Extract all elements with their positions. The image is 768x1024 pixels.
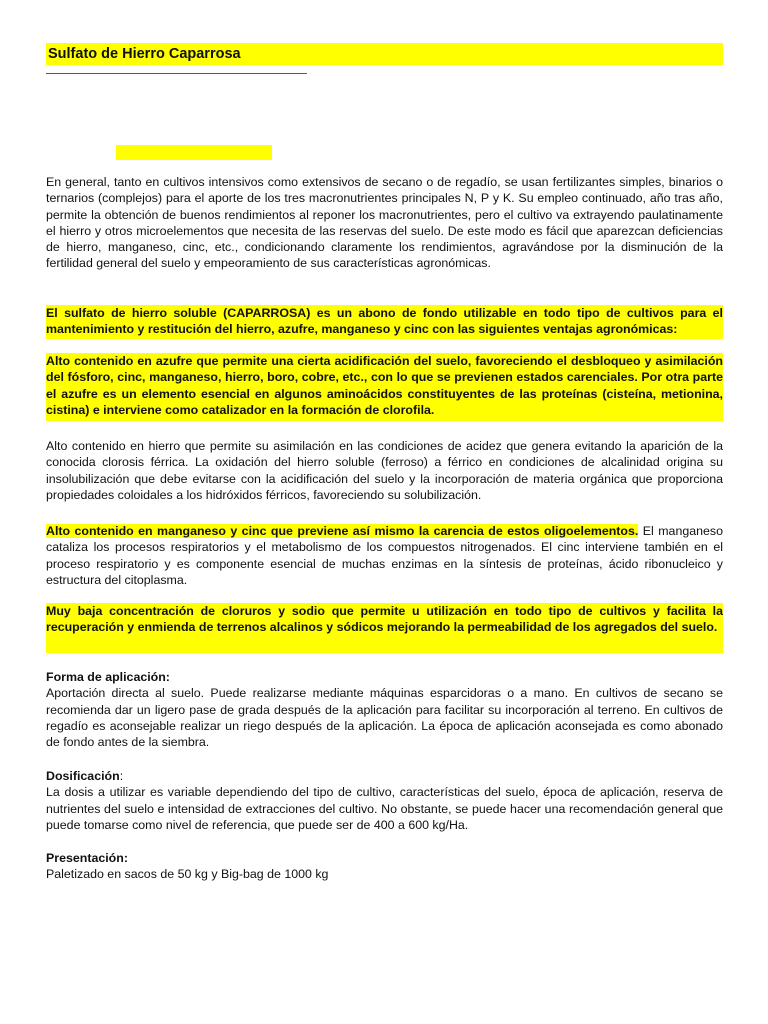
paragraph-cloruros: Muy baja concentración de cloruros y sodio que permite u utilización en todo tipo de cultivos y facilita la recuperación y enmienda de terrenos alcalinos y sódicos mejorando la permeabilidad de los agregados del suelo. xyxy=(46,603,723,653)
section-aplicacion xyxy=(46,669,723,750)
dosificacion-heading: Dosificación xyxy=(46,769,120,783)
dosificacion-heading-colon: : xyxy=(119,769,124,783)
presentacion-heading: Presentación: xyxy=(46,851,128,865)
title-underline xyxy=(46,73,307,74)
aplicacion-body: Aportación directa al suelo. Puede realizarse mediante máquinas esparcidoras o a mano. En cultivos de secano se recomienda dar un ligero pase de grada después de la aplicación para facilitar su incorporación al terreno. En cultivos de regadío es aconsejable realizar un riego después de la aplicación. La época de aplicación aconsejada es como abonado de fondo antes de la siembra. xyxy=(46,686,723,750)
paragraph-hierro: Alto contenido en hierro que permite su asimilación en las condiciones de acidez que genera evitando la aparición de la conocida clorosis férrica. La oxidación del hierro soluble (ferroso) a férrico en condiciones de alcalinidad origina su insolubilización que debe evitarse con la acidificación del suelo y la incorporación de materia orgánica que proporciona propiedades coloidales a los hidróxidos férricos, favoreciendo su solubilización. xyxy=(46,439,723,502)
manganeso-rest: El manganeso cataliza los procesos respiratorios y el metabolismo de los compuestos nitrogenados. El cinc interviene también en el proceso respiratorio y es componente esencial de muchas enzimas en la síntesis de proteínas, ácido ribonucleico y estructura del citoplasma. xyxy=(46,524,723,587)
paragraph-azufre: Alto contenido en azufre que permite una cierta acidificación del suelo, favoreciendo el desbloqueo y asimilación del fósforo, cinc, manganeso, hierro, boro, cobre, etc., con lo que se previenen estados carenciales. Por otra parte el azufre es un elemento esencial en algunos aminoácidos constituyentes de las proteínas (cisteína, metionina, cistina) e interviene como catalizador en la formación de clorofila. xyxy=(46,353,723,421)
paragraph-manganeso xyxy=(46,523,723,588)
manganeso-highlight: Alto contenido en manganeso y cinc que previene así mismo la carencia de estos oligoelementos. xyxy=(46,524,639,538)
presentacion-body: Paletizado en sacos de 50 kg y Big-bag de 1000 kg xyxy=(46,867,329,882)
aplicacion-heading: Forma de aplicación: xyxy=(46,670,170,684)
page-title: Sulfato de Hierro Caparrosa xyxy=(48,46,241,62)
paragraph-intro: En general, tanto en cultivos intensivos como extensivos de secano o de regadío, se usan fertilizantes simples, binarios o ternarios (complejos) para el aporte de los tres macronutrientes principales N, P y K. Su empleo continuado, año tras año, permite la obtención de buenos rendimientos al reponer los macronutrientes, pero el cultivo va extrayendo paulatinamente el hierro y otros microelementos que necesita de las reservas del suelo. De este modo es fácil que aparezcan deficiencias de hierro, manganeso, cinc, etc., condicionando claramente los rendimientos, agravándose por la disminución de la fertilidad general del suelo y empeoramiento de sus características agronómicas. xyxy=(46,175,723,271)
dosificacion-body: La dosis a utilizar es variable dependiendo del tipo de cultivo, características del suelo, época de aplicación, reserva de nutrientes del suelo e intensidad de extracciones del cultivo. No obstante, se puede hacer una recomendación general que puede tomarse como nivel de referencia, que puede ser de 400 a 600 kg/Ha. xyxy=(46,785,723,832)
empty-highlight-mark xyxy=(116,145,272,160)
section-presentacion xyxy=(46,850,723,883)
paragraph-caparrosa: El sulfato de hierro soluble (CAPARROSA) es un abono de fondo utilizable en todo tipo de cultivos para el mantenimiento y restitución del hierro, azufre, manganeso y cinc con las siguientes ventajas agronómicas: xyxy=(46,305,723,339)
dosificacion-heading-line xyxy=(46,768,723,784)
section-dosificacion xyxy=(46,768,723,833)
